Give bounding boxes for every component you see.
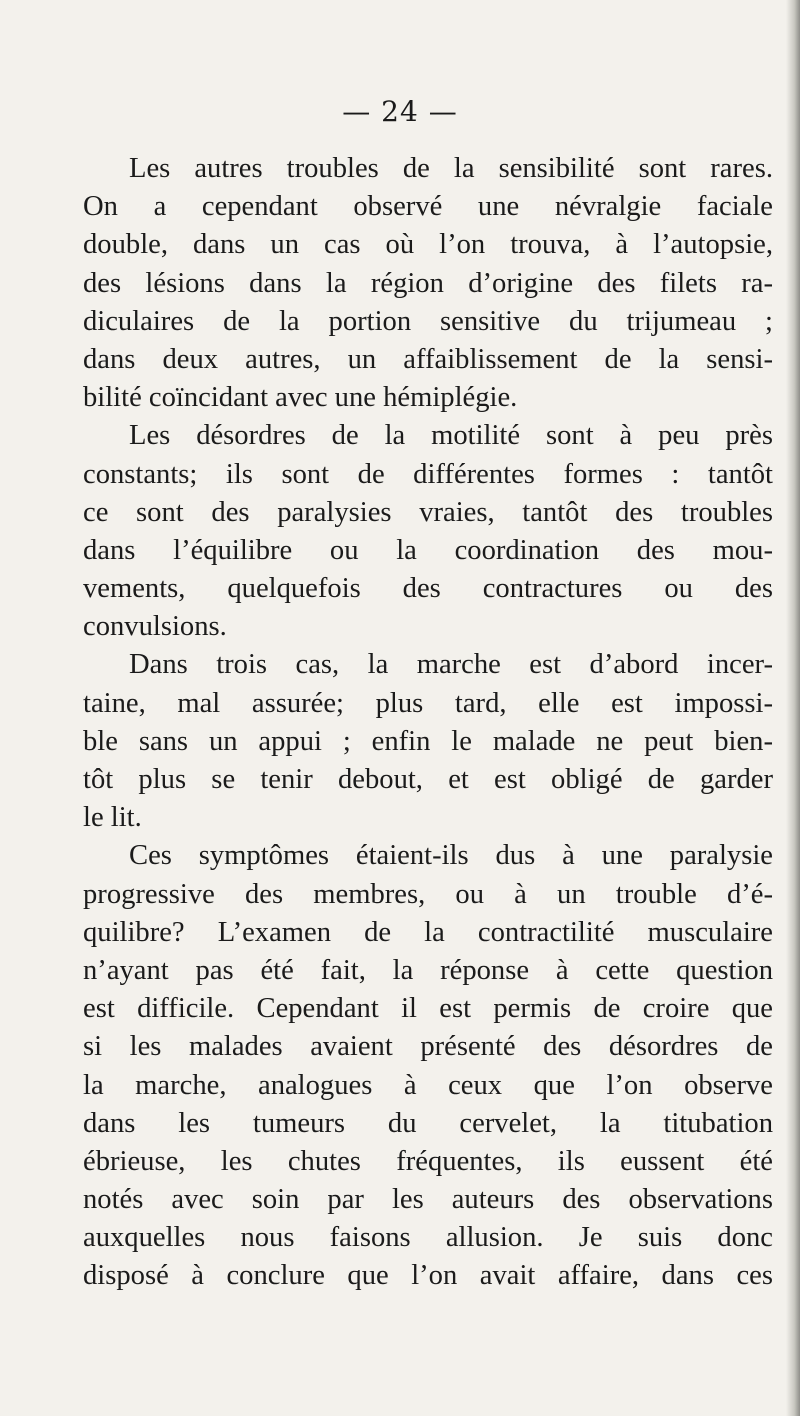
text-line: dans les tumeurs du cervelet, la titubation bbox=[83, 1107, 773, 1139]
body-text bbox=[83, 150, 773, 1296]
text-line: taine, mal assurée; plus tard, elle est impossi- bbox=[83, 687, 773, 719]
text-line: ble sans un appui ; enfin le malade ne peut bien- bbox=[83, 725, 773, 757]
text-line: constants; ils sont de différentes formes : tantôt bbox=[83, 458, 773, 490]
text-line: bilité coïncidant avec une hémiplégie. bbox=[83, 382, 518, 414]
text-line: n’ayant pas été fait, la réponse à cette question bbox=[83, 954, 773, 986]
page-number: — 24 — bbox=[342, 95, 458, 128]
text-line: Les autres troubles de la sensibilité sont rares. bbox=[129, 153, 773, 184]
text-line: le lit. bbox=[83, 802, 142, 834]
text-line: des lésions dans la région d’origine des filets ra- bbox=[83, 267, 773, 299]
text-line: dans deux autres, un affaiblissement de la sensi- bbox=[83, 343, 773, 375]
text-line: auxquelles nous faisons allusion. Je suis donc bbox=[83, 1222, 773, 1254]
text-line: Dans trois cas, la marche est d’abord incer- bbox=[129, 649, 773, 681]
text-line: ce sont des paralysies vraies, tantôt des troubles bbox=[83, 496, 773, 528]
text-line: On a cependant observé une névralgie faciale bbox=[83, 191, 773, 223]
text-line: diculaires de la portion sensitive du trijumeau ; bbox=[83, 305, 773, 337]
text-line: disposé à conclure que l’on avait affaire, dans ces bbox=[83, 1260, 773, 1292]
text-line: Ces symptômes étaient-ils dus à une paralysie bbox=[129, 840, 773, 872]
text-line: progressive des membres, ou à un trouble d’é- bbox=[83, 878, 773, 910]
text-line: Les désordres de la motilité sont à peu près bbox=[129, 420, 773, 452]
text-line: ébrieuse, les chutes fréquentes, ils eussent été bbox=[83, 1145, 773, 1177]
text-line: si les malades avaient présenté des désordres de bbox=[83, 1031, 773, 1063]
text-line: quilibre? L’examen de la contractilité musculaire bbox=[83, 916, 773, 948]
text-line: convulsions. bbox=[83, 611, 227, 643]
text-line: notés avec soin par les auteurs des observations bbox=[83, 1184, 773, 1216]
text-line: vements, quelquefois des contractures ou des bbox=[83, 573, 773, 605]
text-line: double, dans un cas où l’on trouva, à l’autopsie, bbox=[83, 229, 773, 261]
text-line: dans l’équilibre ou la coordination des mou- bbox=[83, 534, 773, 566]
text-line: tôt plus se tenir debout, et est obligé de garder bbox=[83, 764, 773, 795]
text-line: est difficile. Cependant il est permis de croire que bbox=[83, 993, 773, 1025]
page-edge-shadow bbox=[786, 0, 800, 1416]
text-line: la marche, analogues à ceux que l’on observe bbox=[83, 1069, 773, 1101]
